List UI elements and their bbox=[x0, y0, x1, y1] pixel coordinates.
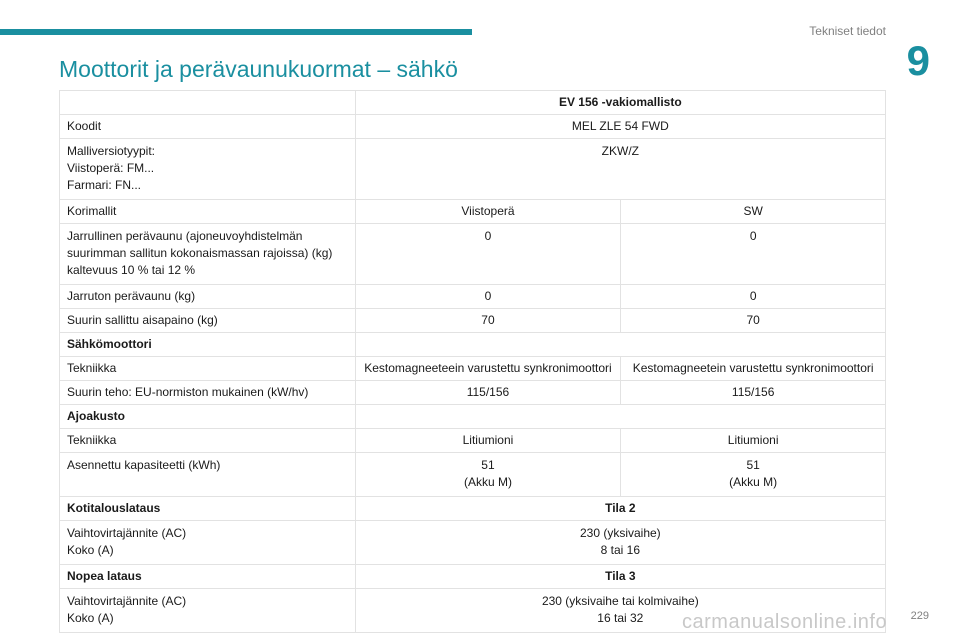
section-heading: Ajoakusto bbox=[60, 405, 356, 429]
table-row bbox=[60, 91, 886, 115]
row-value bbox=[355, 521, 885, 565]
row-label: Koodit bbox=[60, 115, 356, 139]
table-row bbox=[60, 200, 886, 224]
row-label bbox=[60, 224, 356, 285]
page-title: Moottorit ja perävaunukuormat – sähkö bbox=[59, 56, 458, 82]
row-value: 115/156 bbox=[621, 381, 886, 405]
table-cell-empty bbox=[60, 91, 356, 115]
page-number: 229 bbox=[910, 610, 929, 622]
row-label: Tekniikka bbox=[60, 429, 356, 453]
value-line: (Akku M) bbox=[729, 475, 778, 489]
table-row bbox=[60, 357, 886, 381]
row-label: Tekniikka bbox=[60, 357, 356, 381]
row-label: Korimallit bbox=[60, 200, 356, 224]
label-line: Koko (A) bbox=[67, 611, 114, 625]
row-value: Litiumioni bbox=[355, 429, 621, 453]
label-line: suurimman sallitun kokonaismassan rajoissa) (kg) bbox=[67, 246, 333, 260]
row-label bbox=[60, 589, 356, 633]
row-label: Suurin teho: EU-normiston mukainen (kW/hv) bbox=[60, 381, 356, 405]
row-value: Litiumioni bbox=[621, 429, 886, 453]
value-line: (Akku M) bbox=[463, 475, 512, 489]
row-value: MEL ZLE 54 FWD bbox=[355, 115, 885, 139]
row-label bbox=[60, 521, 356, 565]
table-row bbox=[60, 285, 886, 309]
table-row bbox=[60, 381, 886, 405]
table-row bbox=[60, 453, 886, 497]
value-line: 230 (yksivaihe tai kolmivaihe) bbox=[541, 594, 699, 608]
row-value: 0 bbox=[355, 224, 621, 285]
chapter-number: 9 bbox=[906, 37, 930, 84]
row-value: ZKW/Z bbox=[355, 139, 885, 200]
value-line: 8 tai 16 bbox=[600, 543, 640, 557]
value-line: 51 bbox=[746, 458, 760, 472]
table-row bbox=[60, 224, 886, 285]
value-line: 51 bbox=[481, 458, 495, 472]
spec-table bbox=[59, 90, 886, 633]
table-row bbox=[60, 405, 886, 429]
value-line: 230 (yksivaihe) bbox=[579, 526, 661, 540]
row-value: 0 bbox=[621, 224, 886, 285]
row-label: Suurin sallittu aisapaino (kg) bbox=[60, 309, 356, 333]
table-row bbox=[60, 309, 886, 333]
label-line: Viistoperä: FM... bbox=[67, 161, 155, 175]
row-value: Kestomagneetein varustettu synkronimoottori bbox=[621, 357, 886, 381]
row-value bbox=[355, 453, 621, 497]
table-row bbox=[60, 115, 886, 139]
label-line: Vaihtovirtajännite (AC) bbox=[67, 594, 187, 608]
table-cell-empty bbox=[355, 333, 885, 357]
label-line: Malliversiotyypit: bbox=[67, 144, 156, 158]
row-value: Viistoperä bbox=[355, 200, 621, 224]
table-row bbox=[60, 497, 886, 521]
row-value: 0 bbox=[355, 285, 621, 309]
table-row bbox=[60, 429, 886, 453]
header-accent-bar bbox=[0, 29, 472, 35]
table-row bbox=[60, 333, 886, 357]
section-label: Tekniset tiedot bbox=[809, 24, 886, 38]
table-cell-empty bbox=[355, 405, 885, 429]
model-header: EV 156 -vakiomallisto bbox=[355, 91, 885, 115]
row-value: 0 bbox=[621, 285, 886, 309]
row-value: 70 bbox=[621, 309, 886, 333]
row-value: Kestomagneeteein varustettu synkronimoottori bbox=[355, 357, 621, 381]
value-line: 16 tai 32 bbox=[597, 611, 644, 625]
label-line: Jarrullinen perävaunu (ajoneuvoyhdistelmän bbox=[67, 229, 303, 243]
label-line: kaltevuus 10 % tai 12 % bbox=[67, 263, 196, 277]
row-value: Tila 3 bbox=[355, 565, 885, 589]
row-label: Asennettu kapasiteetti (kWh) bbox=[60, 453, 356, 497]
row-value: SW bbox=[621, 200, 886, 224]
row-label: Jarruton perävaunu (kg) bbox=[60, 285, 356, 309]
section-heading: Nopea lataus bbox=[60, 565, 356, 589]
label-line: Vaihtovirtajännite (AC) bbox=[67, 526, 187, 540]
label-line: Koko (A) bbox=[67, 543, 114, 557]
section-heading: Kotitalouslataus bbox=[60, 497, 356, 521]
row-value: Tila 2 bbox=[355, 497, 885, 521]
row-label bbox=[60, 139, 356, 200]
row-value: 115/156 bbox=[355, 381, 621, 405]
table-row bbox=[60, 565, 886, 589]
row-value bbox=[621, 453, 886, 497]
table-row bbox=[60, 521, 886, 565]
row-value: 70 bbox=[355, 309, 621, 333]
section-heading: Sähkömoottori bbox=[60, 333, 356, 357]
watermark: carmanualsonline.info bbox=[682, 611, 888, 633]
label-line: Farmari: FN... bbox=[67, 178, 141, 192]
table-row bbox=[60, 139, 886, 200]
